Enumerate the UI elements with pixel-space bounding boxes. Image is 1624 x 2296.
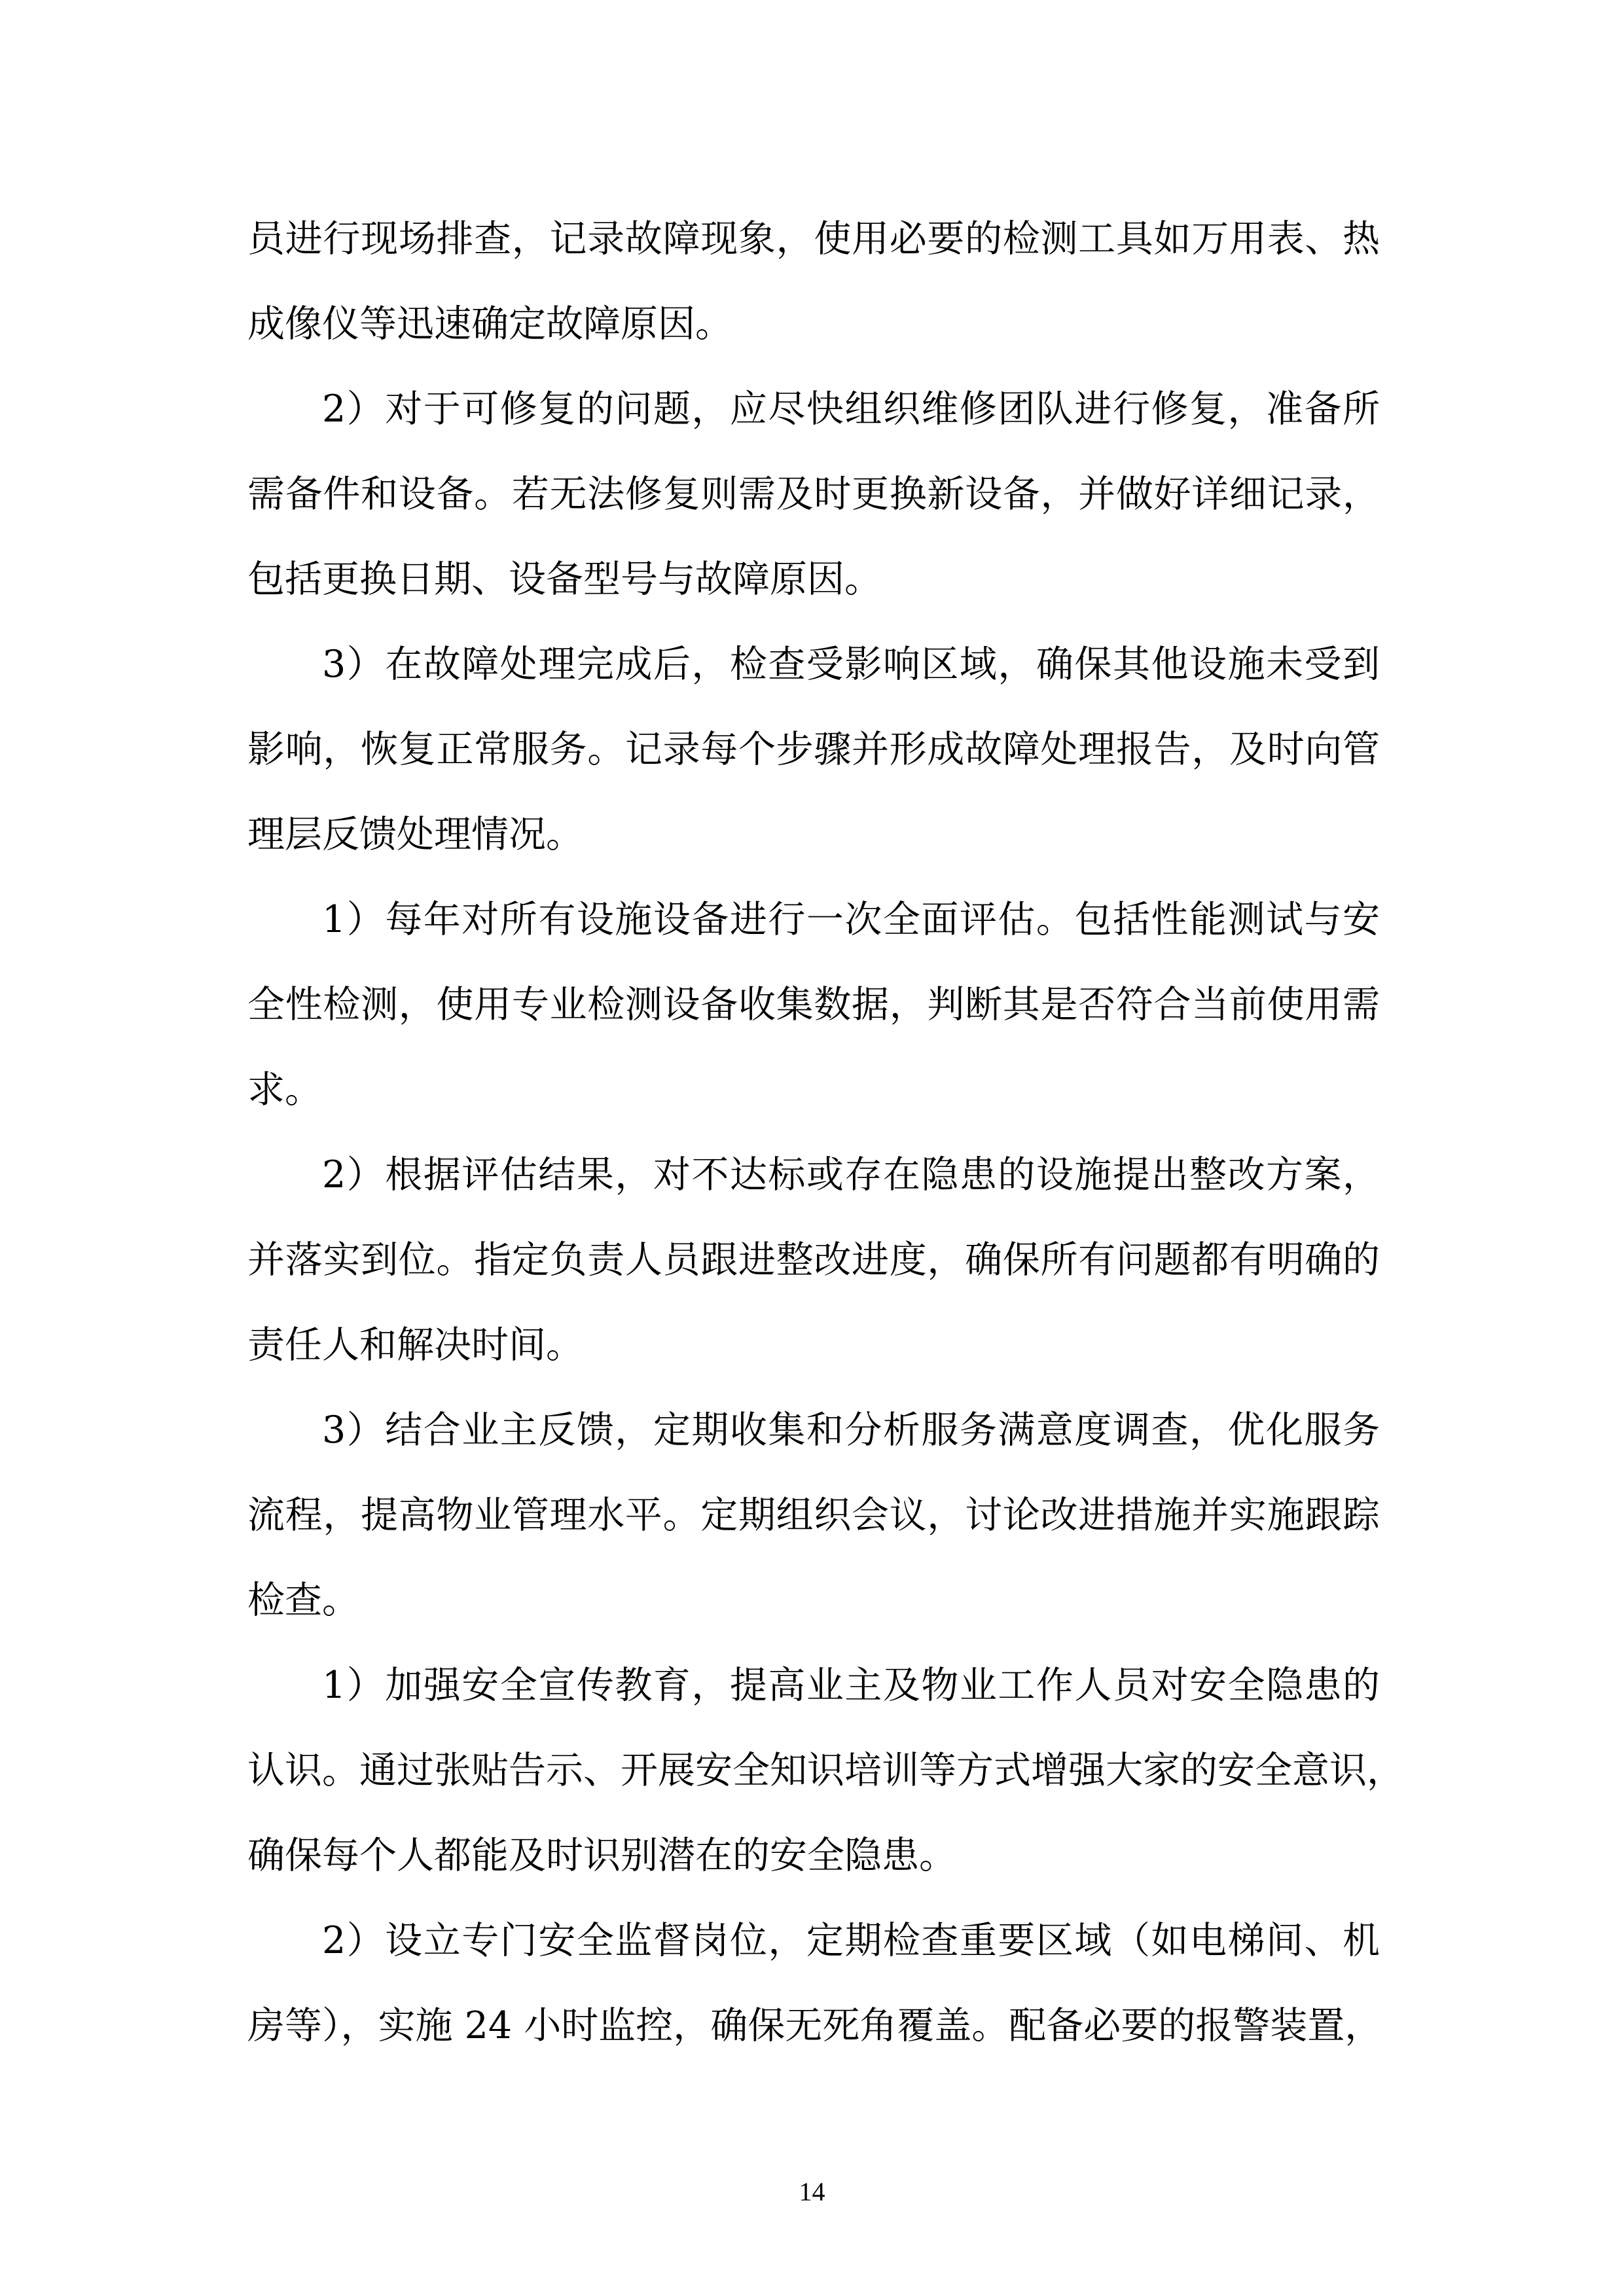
paragraph <box>247 622 1380 877</box>
text-line: 2）设立专门安全监督岗位，定期检查重要区域（如电梯间、机 <box>322 1919 1380 1962</box>
paragraph <box>247 877 1380 1132</box>
text-line: 检查。 <box>247 1579 359 1622</box>
text-line: 1）每年对所有设施设备进行一次全面评估。包括性能测试与安 <box>322 898 1380 941</box>
text-line: 责任人和解决时间。 <box>247 1323 583 1367</box>
paragraph <box>247 196 1380 367</box>
text-line: 影响，恢复正常服务。记录每个步骤并形成故障处理报告，及时向管 <box>247 728 1380 771</box>
text-line: 3）结合业主反馈，定期收集和分析服务满意度调查，优化服务 <box>322 1408 1380 1452</box>
paragraph <box>247 367 1380 622</box>
text-line: 认识。通过张贴告示、开展安全知识培训等方式增强大家的安全意识， <box>247 1749 1404 1792</box>
text-line: 成像仪等迅速确定故障原因。 <box>247 302 732 346</box>
text-line: 全性检测，使用专业检测设备收集数据，判断其是否符合当前使用需 <box>247 983 1380 1026</box>
text-line: 2）对于可修复的问题，应尽快组织维修团队进行修复，准备所 <box>322 387 1380 431</box>
text-line: 包括更换日期、设备型号与故障原因。 <box>247 558 882 601</box>
paragraph <box>247 1898 1380 2068</box>
paragraph <box>247 1388 1380 1643</box>
text-line: 2）根据评估结果，对不达标或存在隐患的设施提出整改方案， <box>322 1153 1380 1196</box>
text-line: 1）加强安全宣传教育，提高业主及物业工作人员对安全隐患的 <box>322 1664 1380 1707</box>
text-line: 房等），实施 24 小时监控，确保无死角覆盖。配备必要的报警装置， <box>247 2004 1382 2047</box>
text-line: 并落实到位。指定负责人员跟进整改进度，确保所有问题都有明确的 <box>247 1238 1380 1282</box>
paragraph <box>247 1643 1404 1898</box>
text-line: 流程，提高物业管理水平。定期组织会议，讨论改进措施并实施跟踪 <box>247 1494 1380 1537</box>
text-line: 求。 <box>247 1068 322 1111</box>
page-number: 14 <box>799 2177 825 2206</box>
text-line: 员进行现场排查，记录故障现象，使用必要的检测工具如万用表、热 <box>247 217 1380 260</box>
document-body <box>247 196 1404 2068</box>
text-line: 需备件和设备。若无法修复则需及时更换新设备，并做好详细记录， <box>247 473 1380 516</box>
text-line: 确保每个人都能及时识别潜在的安全隐患。 <box>247 1834 956 1877</box>
text-line: 3）在故障处理完成后，检查受影响区域，确保其他设施未受到 <box>322 643 1380 686</box>
text-line: 理层反馈处理情况。 <box>247 813 583 856</box>
paragraph <box>247 1132 1380 1388</box>
